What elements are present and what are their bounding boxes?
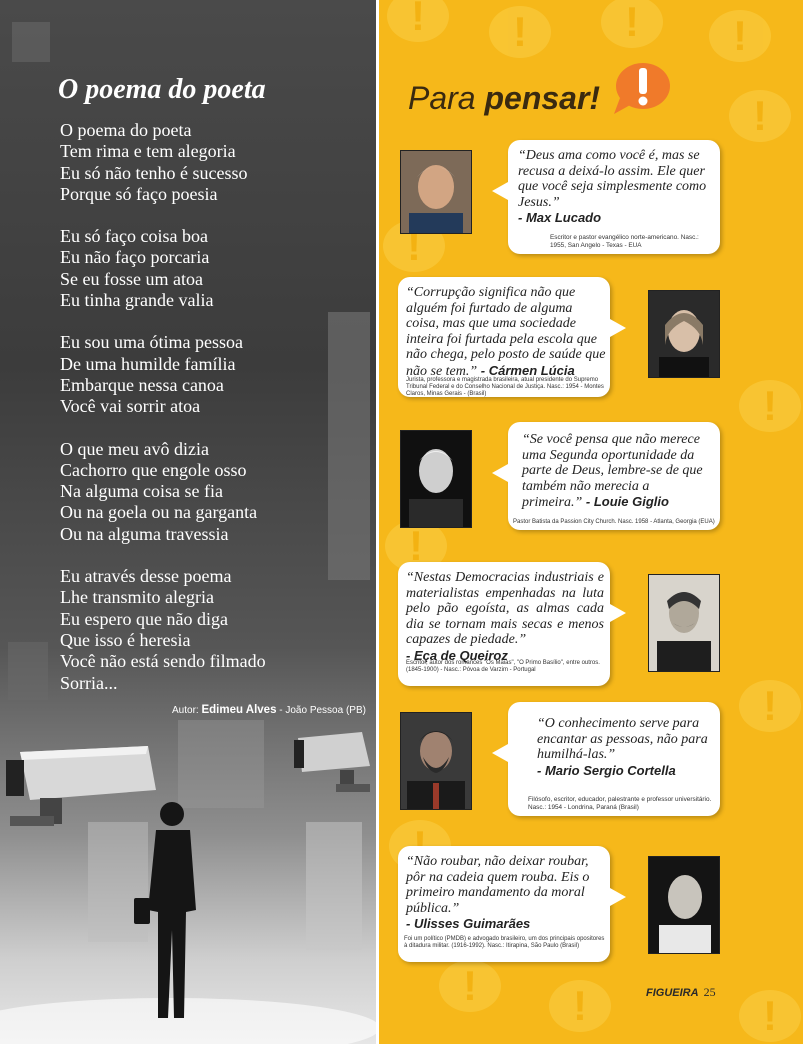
page-footer [646, 985, 716, 1000]
poem-line: Lhe transmito alegria [60, 587, 214, 608]
poem-line: Eu só não tenho é sucesso [60, 162, 248, 183]
poem-stanza [60, 566, 266, 694]
footer-brand: FIGUEIRA [646, 987, 699, 999]
poem-line: Sorria... [60, 672, 118, 693]
author-place: - João Pessoa (PB) [279, 705, 366, 716]
security-camera-icon [294, 732, 370, 792]
poem-title: O poema do poeta [58, 74, 266, 105]
page-number: 25 [703, 985, 716, 999]
poem-stanza [60, 120, 266, 205]
exclamation-bubble-icon [709, 10, 771, 62]
surveillance-scene [0, 730, 376, 1044]
quote-author: - Louie Giglio [582, 494, 669, 509]
exclamation-bubble-icon [549, 980, 611, 1032]
quote-text: “Não roubar, não deixar roubar, pôr na cadeia quem rouba. Eis o primeiro mandamento da moral pública.” - Ulisses Guimarães [406, 854, 590, 931]
poem-line: Você vai sorrir atoa [60, 396, 201, 417]
poem-line: Tem rima e tem alegoria [60, 141, 236, 162]
poem-line: Eu sou uma ótima pessoa [60, 332, 243, 353]
exclamation-bubble-icon [739, 680, 801, 732]
decor-bar [328, 312, 370, 580]
exclamation-bubble-icon [610, 60, 672, 116]
poem-line: Eu não faço porcaria [60, 247, 210, 268]
poem-line: Porque só faço poesia [60, 183, 218, 204]
poem-line: Ou na alguma travessia [60, 523, 229, 544]
decor-square [12, 22, 50, 62]
exclamation-bubble-icon [601, 0, 663, 48]
quote-author: - Cármen Lúcia [477, 362, 575, 378]
quote-text: “Corrupção significa não que alguém foi furtado de alguma coisa, mas que uma sociedade inteira foi furtada pela escola que não chega, pelo posto de saúde que não se tem.” - Cármen Lúcia [406, 285, 606, 379]
security-camera-icon [6, 746, 156, 826]
exclamation-bubble-icon [387, 0, 449, 42]
poem-stanza [60, 226, 266, 311]
photo-max-lucado [400, 150, 472, 234]
photo-ulisses-guimaraes [648, 856, 720, 954]
exclamation-bubble-icon [739, 380, 801, 432]
poem-line: Na alguma coisa se fia [60, 481, 223, 502]
poem-line: Você não está sendo filmado [60, 651, 266, 672]
photo-eca-de-queiroz [648, 574, 720, 672]
exclamation-bubble-icon [489, 6, 551, 58]
poem-line: Se eu fosse um atoa [60, 268, 203, 289]
quote-bio: Escritor e pastor evangélico norte-americano. Nasc.: 1955, San Angelo - Texas - EUA [550, 234, 699, 249]
quote-text: “Se você pensa que não merece uma Segunda oportunidade da parte de Deus, lembre-se de que também não merecia a primeira.” - Louie Giglio [522, 432, 703, 510]
author-prefix: Autor: [172, 705, 199, 716]
poem-author [172, 704, 366, 716]
panel-title-a: Para [408, 80, 485, 116]
photo-carmen-lucia [648, 290, 720, 378]
quote-bio: Pastor Batista da Passion City Church. Nasc. 1958 - Atlanta, Georgia (EUA) [513, 519, 715, 525]
poem-stanza [60, 439, 266, 545]
poem-line: Embarque nessa canoa [60, 374, 224, 395]
man-silhouette [134, 802, 196, 1018]
poem-stanza [60, 332, 266, 417]
poem-line: Eu espero que não diga [60, 608, 228, 629]
quote-author: - Mario Sergio Cortella [537, 762, 676, 778]
poem-panel [0, 0, 376, 1044]
quote-author: - Ulisses Guimarães [406, 916, 531, 931]
quote-bio: Foi um político (PMDB) e advogado brasileiro, um dos principais opositores à ditadura militar. (1916-1992). Nasc.: Itirapina, São Paulo (Brasil) [404, 936, 605, 949]
quote-text: “Nestas Democracias industriais e materialistas empenhadas na luta pelo pão egoísta, as almas cada dia se tornam mais secas e menos capazes de piedade.” - Eça de Queiroz [406, 570, 604, 663]
poem-line: Eu só faço coisa boa [60, 226, 208, 247]
photo-mario-sergio-cortella [400, 712, 472, 810]
poem-line: Eu tinha grande valia [60, 290, 214, 311]
quote-author: - Eça de Queiroz [406, 647, 508, 663]
quote-text: “O conhecimento serve para encantar as pessoas, não para humilhá-las.” - Mario Sergio Cortella [537, 716, 708, 778]
poem-line: Ou na goela ou na garganta [60, 502, 258, 523]
poem-line: Eu através desse poema [60, 566, 232, 587]
author-name: Edimeu Alves [201, 704, 277, 716]
decor-square [8, 642, 48, 700]
panel-title [408, 80, 600, 117]
exclamation-bubble-icon [739, 990, 801, 1042]
quote-bio: Filósofo, escritor, educador, palestrante e professor universitário. Nasc.: 1954 - Londrina, Paraná (Brasil) [528, 796, 712, 811]
poem-line: O que meu avô dizia [60, 438, 209, 459]
quote-text: “Deus ama como você é, mas se recusa a deixá-lo assim. Ele quer que você seja simplesmente como Jesus.” - Max Lucado [518, 148, 707, 225]
quote-author: - Max Lucado [518, 210, 602, 225]
poem-line: O poema do poeta [60, 120, 192, 140]
poem-body [60, 120, 266, 715]
poem-line: Cachorro que engole osso [60, 459, 247, 480]
exclamation-bubble-icon [439, 960, 501, 1012]
exclamation-bubble-icon [729, 90, 791, 142]
quote-bio: Escritor, autor dos romances "Os Maias", "O Primo Basílio", entre outros. (1845-1900) - Nasc.: Póvoa de Varzim - Portugal [406, 660, 600, 673]
photo-louie-giglio [400, 430, 472, 528]
poem-line: Que isso é heresia [60, 629, 191, 650]
poem-line: De uma humilde família [60, 353, 236, 374]
panel-title-b: pensar! [484, 80, 601, 116]
quote-bio: Jurista, professora e magistrada brasileira, atual presidente do Supremo Tribunal Federal e do Conselho Nacional de Justiça. Nasc.: 1954 - Montes Claros, Minas Gerais - (Brasil) [406, 377, 604, 397]
